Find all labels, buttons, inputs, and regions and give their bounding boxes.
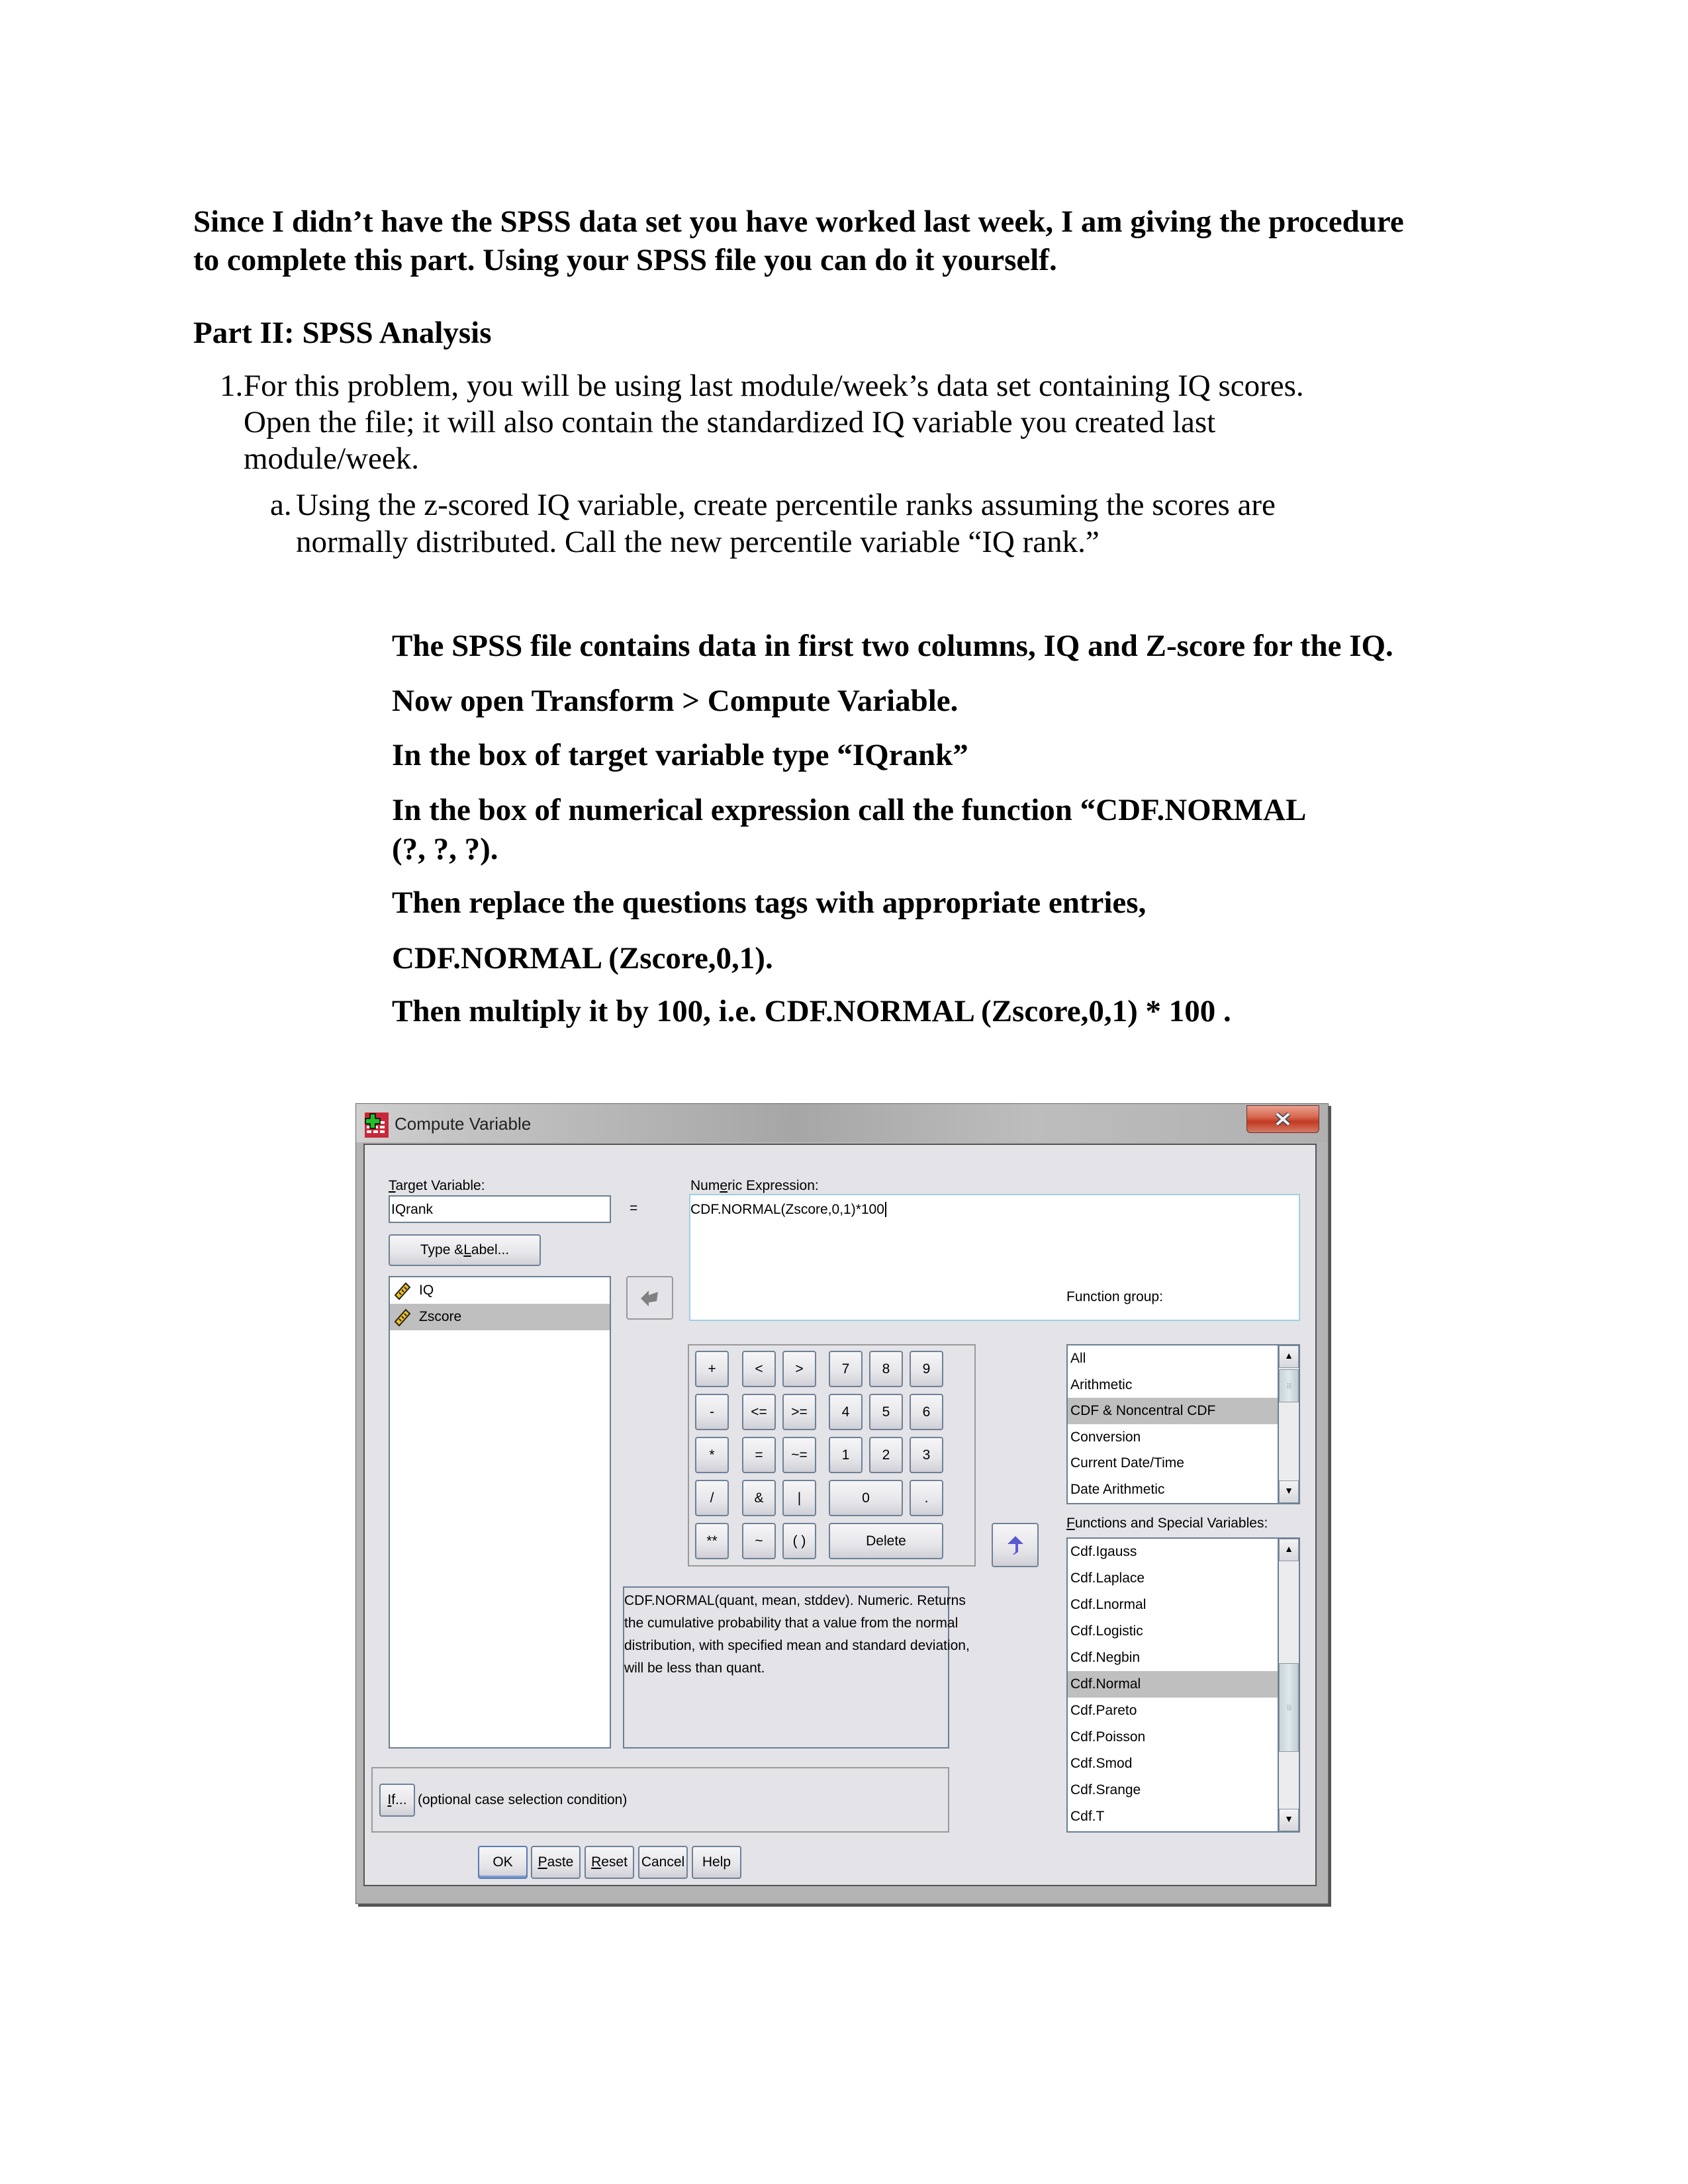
keypad-button[interactable]: -	[695, 1394, 729, 1430]
functions-scrollbar[interactable]	[1278, 1539, 1299, 1831]
type-label-mnemonic: L	[463, 1242, 471, 1257]
keypad-button[interactable]: ~	[742, 1523, 776, 1559]
spss-compute-icon	[365, 1113, 389, 1138]
scale-ruler-icon	[393, 1307, 412, 1327]
procedure-step-3: In the box of target variable type “IQrank”	[392, 738, 968, 772]
expr-label-post: ric Expression:	[727, 1178, 819, 1193]
scroll-down-icon[interactable]: ▼	[1279, 1809, 1299, 1831]
functions-list[interactable]	[1066, 1537, 1300, 1833]
target-variable-value: IQrank	[391, 1202, 434, 1217]
text-cursor	[885, 1202, 886, 1217]
button-mnemonic: P	[538, 1854, 547, 1870]
keypad-button[interactable]: >=	[782, 1394, 816, 1430]
function-group-item[interactable]: Date Arithmetic	[1070, 1481, 1165, 1497]
function-group-item[interactable]: All	[1070, 1351, 1086, 1366]
functions-label	[1066, 1516, 1268, 1531]
keypad-button[interactable]: ( )	[782, 1523, 816, 1559]
keypad-button[interactable]: 1	[829, 1437, 863, 1473]
function-group-item[interactable]: Arithmetic	[1070, 1377, 1133, 1392]
function-group-list[interactable]	[1066, 1344, 1300, 1504]
function-item[interactable]: Cdf.T	[1070, 1809, 1105, 1824]
function-item[interactable]: Cdf.Pareto	[1070, 1703, 1137, 1718]
expr-text: CDF.NORMAL(Zscore,0,1)*100	[690, 1202, 884, 1217]
target-label-mnemonic: T	[389, 1178, 396, 1193]
keypad-button[interactable]: 7	[829, 1351, 863, 1387]
dialog-button-paste[interactable]	[531, 1846, 581, 1879]
keypad-button[interactable]: >	[782, 1351, 816, 1387]
function-item[interactable]: Cdf.Lnormal	[1070, 1597, 1147, 1612]
item-1-marker: 1.	[220, 369, 244, 403]
procedure-step-7: Then multiply it by 100, i.e. CDF.NORMAL (Zscore,0,1) * 100 .	[392, 994, 1231, 1028]
description-line: will be less than quant.	[624, 1661, 765, 1676]
compute-variable-dialog	[355, 1103, 1329, 1904]
procedure-step-1: The SPSS file contains data in first two columns, IQ and Z-score for the IQ.	[392, 629, 1393, 663]
variable-name: Zscore	[419, 1309, 462, 1324]
keypad-button[interactable]: **	[695, 1523, 729, 1559]
item-1-line-3: module/week.	[244, 441, 419, 476]
keypad-button[interactable]: +	[695, 1351, 729, 1387]
button-label: aste	[547, 1854, 574, 1870]
fg-label-pre: Function	[1066, 1289, 1124, 1304]
keypad-button[interactable]: <	[742, 1351, 776, 1387]
arrow-left-icon	[639, 1288, 661, 1308]
item-1-line-2: Open the file; it will also contain the standardized IQ variable you created last	[244, 405, 1216, 439]
target-variable-label	[389, 1178, 485, 1194]
keypad-button[interactable]: 5	[869, 1394, 903, 1430]
function-item[interactable]: Cdf.Laplace	[1070, 1570, 1145, 1586]
procedure-step-2: Now open Transform > Compute Variable.	[392, 684, 959, 718]
procedure-step-4-cont: (?, ?, ?).	[392, 832, 498, 866]
button-label: eset	[601, 1854, 628, 1870]
keypad-button[interactable]: 6	[910, 1394, 943, 1430]
fn-label-rest: unctions and Special Variables:	[1074, 1516, 1268, 1531]
procedure-step-4: In the box of numerical expression call the function “CDF.NORMAL	[392, 793, 1307, 827]
keypad-button[interactable]: 0	[829, 1480, 903, 1516]
keypad-button[interactable]: Delete	[829, 1523, 943, 1559]
close-icon	[1275, 1113, 1291, 1126]
item-1a-line-2: normally distributed. Call the new percentile variable “IQ rank.”	[296, 525, 1100, 559]
function-group-item[interactable]: Conversion	[1070, 1429, 1141, 1445]
dialog-title: Compute Variable	[395, 1114, 532, 1134]
variable-name: IQ	[419, 1283, 434, 1298]
type-label-button[interactable]	[389, 1234, 541, 1266]
if-rest: f...	[391, 1792, 407, 1807]
keypad-button[interactable]: .	[910, 1480, 943, 1516]
function-description	[623, 1586, 970, 1749]
keypad-button[interactable]: ~=	[782, 1437, 816, 1473]
function-item[interactable]: Cdf.Logistic	[1070, 1623, 1143, 1639]
keypad-button[interactable]: 3	[910, 1437, 943, 1473]
function-item[interactable]: Cdf.Negbin	[1070, 1650, 1141, 1665]
type-label-post: abel...	[471, 1242, 510, 1257]
dialog-button-ok[interactable]	[478, 1846, 528, 1879]
dialog-button-reset[interactable]	[585, 1846, 634, 1879]
dialog-button-cancel[interactable]	[638, 1846, 688, 1879]
close-button[interactable]	[1246, 1105, 1319, 1133]
button-label: OK	[492, 1854, 513, 1870]
numeric-expression-input[interactable]	[689, 1194, 1300, 1321]
type-label-pre: Type &	[420, 1242, 464, 1257]
keypad-button[interactable]: &	[742, 1480, 776, 1516]
numeric-expression-label	[690, 1178, 819, 1194]
scale-ruler-icon	[393, 1281, 412, 1300]
fn-label-mnemonic: F	[1066, 1516, 1075, 1531]
function-group-item[interactable]: Current Date/Time	[1070, 1455, 1184, 1471]
dialog-title-bar[interactable]	[356, 1104, 1328, 1142]
if-caption: (optional case selection condition)	[418, 1792, 628, 1807]
item-1a-line-1: Using the z-scored IQ variable, create percentile ranks assuming the scores are	[296, 488, 1276, 522]
expr-label-mnemonic: e	[720, 1178, 728, 1193]
item-1a-marker: a.	[270, 488, 292, 522]
keypad-button[interactable]: /	[695, 1480, 729, 1516]
procedure-step-5: Then replace the questions tags with appropriate entries,	[392, 886, 1147, 920]
description-line: the cumulative probability that a value from the normal	[624, 1615, 959, 1631]
scroll-thumb[interactable]: ⁞⁞⁞	[1279, 1663, 1299, 1752]
keypad-button[interactable]: 9	[910, 1351, 943, 1387]
if-mnemonic: I	[387, 1792, 392, 1807]
scroll-up-icon[interactable]: ▲	[1279, 1345, 1299, 1368]
arrow-up-icon	[1006, 1535, 1025, 1556]
numeric-expression-value	[690, 1202, 886, 1218]
function-item[interactable]: Cdf.Normal	[1068, 1671, 1278, 1698]
procedure-step-6: CDF.NORMAL (Zscore,0,1).	[392, 941, 773, 976]
button-label: Cancel	[641, 1854, 685, 1870]
scroll-down-icon[interactable]: ▼	[1279, 1480, 1299, 1503]
description-line: distribution, with specified mean and standard deviation,	[624, 1638, 970, 1653]
item-1-line-1: For this problem, you will be using last module/week’s data set containing IQ scores.	[244, 369, 1304, 403]
fg-label-mnemonic: g	[1123, 1289, 1132, 1304]
function-group-scrollbar[interactable]	[1278, 1345, 1299, 1503]
function-item[interactable]: Cdf.Smod	[1070, 1756, 1133, 1771]
target-label-text: arget Variable:	[395, 1178, 485, 1193]
keypad-button[interactable]: 4	[829, 1394, 863, 1430]
function-item[interactable]: Cdf.Srange	[1070, 1782, 1141, 1797]
variable-item[interactable]	[390, 1277, 610, 1304]
keypad-button[interactable]: =	[742, 1437, 776, 1473]
dialog-body	[363, 1144, 1317, 1886]
equals-sign: =	[630, 1201, 638, 1216]
expr-label-pre: Num	[690, 1178, 720, 1193]
target-variable-input[interactable]	[389, 1195, 611, 1223]
function-group-item[interactable]: CDF & Noncentral CDF	[1068, 1398, 1278, 1424]
insert-function-button[interactable]	[992, 1523, 1039, 1567]
if-button[interactable]	[379, 1784, 415, 1817]
function-item[interactable]: Cdf.Poisson	[1070, 1729, 1146, 1745]
dialog-button-help[interactable]	[692, 1846, 741, 1879]
fg-label-post: roup:	[1131, 1289, 1163, 1304]
button-label: Help	[702, 1854, 731, 1870]
part-heading: Part II: SPSS Analysis	[193, 316, 492, 350]
variable-list[interactable]	[389, 1276, 611, 1749]
keypad-button[interactable]: 2	[869, 1437, 903, 1473]
move-to-expression-button[interactable]	[626, 1276, 673, 1320]
description-line: CDF.NORMAL(quant, mean, stddev). Numeric. Returns	[624, 1593, 966, 1608]
keypad-button[interactable]: |	[782, 1480, 816, 1516]
intro-line-2: to complete this part. Using your SPSS file you can do it yourself.	[193, 243, 1057, 277]
scroll-thumb[interactable]: ⁞⁞⁞	[1279, 1369, 1299, 1402]
keypad-button[interactable]: 8	[869, 1351, 903, 1387]
intro-line-1: Since I didn’t have the SPSS data set you have worked last week, I am giving the procedure	[193, 205, 1404, 239]
keypad-button[interactable]: <=	[742, 1394, 776, 1430]
variable-item[interactable]	[390, 1304, 610, 1330]
keypad-button[interactable]: *	[695, 1437, 729, 1473]
button-mnemonic: R	[591, 1854, 602, 1870]
function-item[interactable]: Cdf.Igauss	[1070, 1544, 1137, 1559]
function-group-label	[1066, 1289, 1163, 1305]
scroll-up-icon[interactable]: ▲	[1279, 1539, 1299, 1561]
